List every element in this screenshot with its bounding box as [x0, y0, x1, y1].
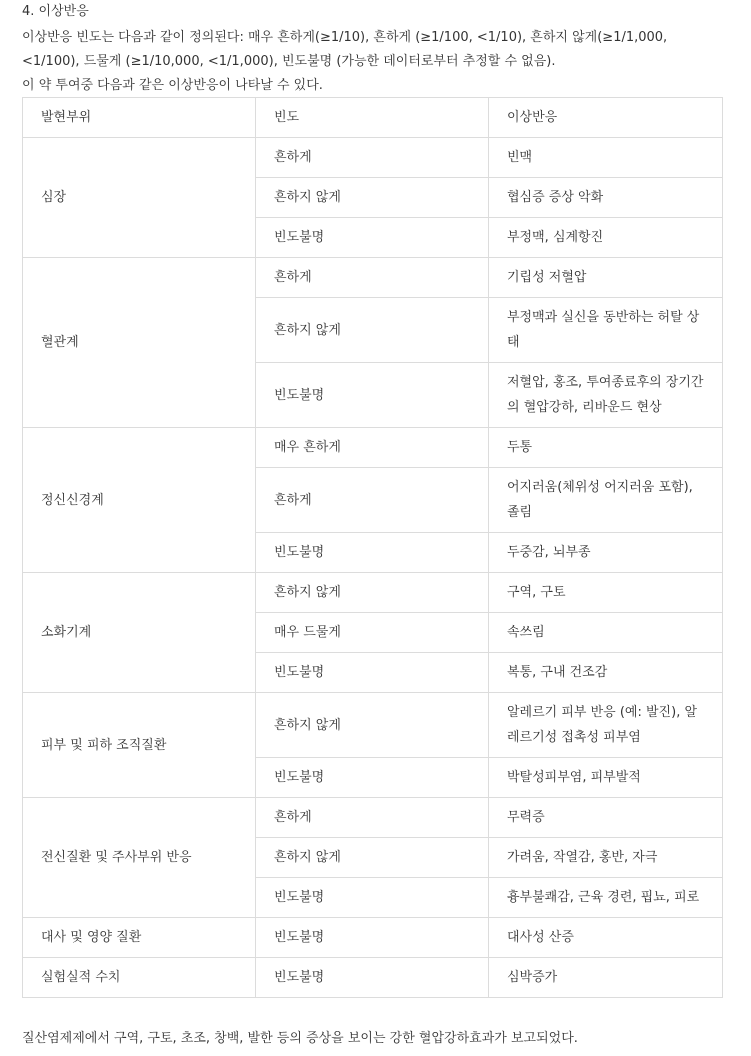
frequency-cell: 흔하지 않게 — [256, 838, 489, 878]
frequency-cell: 흔하게 — [256, 468, 489, 533]
site-cell: 피부 및 피하 조직질환 — [23, 693, 256, 798]
reaction-cell: 무력증 — [489, 798, 723, 838]
reaction-cell: 어지러움(체위성 어지러움 포함), 졸림 — [489, 468, 723, 533]
reaction-cell: 박탈성피부염, 피부발적 — [489, 758, 723, 798]
site-cell: 정신신경계 — [23, 428, 256, 573]
frequency-cell: 빈도불명 — [256, 653, 489, 693]
frequency-cell: 빈도불명 — [256, 958, 489, 998]
reaction-cell: 빈맥 — [489, 138, 723, 178]
table-row — [23, 798, 723, 838]
site-cell: 전신질환 및 주사부위 반응 — [23, 798, 256, 918]
site-cell: 소화기계 — [23, 573, 256, 693]
table-row — [23, 918, 723, 958]
header-site: 발현부위 — [23, 98, 256, 138]
reaction-cell: 속쓰림 — [489, 613, 723, 653]
reaction-cell: 두통 — [489, 428, 723, 468]
frequency-cell: 흔하지 않게 — [256, 298, 489, 363]
table-row — [23, 138, 723, 178]
frequency-cell: 흔하지 않게 — [256, 573, 489, 613]
frequency-cell: 빈도불명 — [256, 363, 489, 428]
intro-line: 이상반응 빈도는 다음과 같이 정의된다: 매우 흔하게(≥1/10), 흔하게 (≥1/100, <1/10), 흔하지 않게(≥1/1,000, — [22, 30, 668, 45]
reaction-cell: 부정맥과 실신을 동반하는 허탈 상태 — [489, 298, 723, 363]
reaction-cell: 협심증 증상 악화 — [489, 178, 723, 218]
reaction-cell: 흉부불쾌감, 근육 경련, 핍뇨, 피로 — [489, 878, 723, 918]
table-row — [23, 958, 723, 998]
reaction-cell: 구역, 구토 — [489, 573, 723, 613]
table-row — [23, 573, 723, 613]
table-header-row — [23, 98, 723, 138]
site-cell: 심장 — [23, 138, 256, 258]
reaction-cell: 알레르기 피부 반응 (예: 발진), 알레르기성 접촉성 피부염 — [489, 693, 723, 758]
reaction-cell: 심박증가 — [489, 958, 723, 998]
table-row — [23, 428, 723, 468]
site-cell: 대사 및 영양 질환 — [23, 918, 256, 958]
section-title: 4. 이상반응 — [22, 4, 89, 19]
reaction-cell: 대사성 산증 — [489, 918, 723, 958]
reaction-cell: 기립성 저혈압 — [489, 258, 723, 298]
adverse-reaction-table — [22, 97, 723, 998]
frequency-cell: 흔하지 않게 — [256, 178, 489, 218]
reaction-cell: 저혈압, 홍조, 투여종료후의 장기간의 혈압강하, 리바운드 현상 — [489, 363, 723, 428]
site-cell: 혈관계 — [23, 258, 256, 428]
frequency-cell: 빈도불명 — [256, 918, 489, 958]
frequency-cell: 빈도불명 — [256, 878, 489, 918]
frequency-cell: 흔하게 — [256, 258, 489, 298]
frequency-cell: 흔하게 — [256, 798, 489, 838]
frequency-cell: 빈도불명 — [256, 758, 489, 798]
intro-text — [22, 26, 732, 98]
frequency-cell: 흔하게 — [256, 138, 489, 178]
frequency-cell: 빈도불명 — [256, 533, 489, 573]
table-row — [23, 258, 723, 298]
reaction-cell: 복통, 구내 건조감 — [489, 653, 723, 693]
intro-line: <1/100), 드물게 (≥1/10,000, <1/1,000), 빈도불명 (가능한 데이터로부터 추정할 수 없음). — [22, 54, 556, 69]
reaction-cell: 가려움, 작열감, 홍반, 자극 — [489, 838, 723, 878]
table-row — [23, 693, 723, 758]
frequency-cell: 매우 흔하게 — [256, 428, 489, 468]
frequency-cell: 빈도불명 — [256, 218, 489, 258]
frequency-cell: 매우 드물게 — [256, 613, 489, 653]
site-cell: 실험실적 수치 — [23, 958, 256, 998]
header-reaction: 이상반응 — [489, 98, 723, 138]
frequency-cell: 흔하지 않게 — [256, 693, 489, 758]
footnote: 질산염제제에서 구역, 구토, 초조, 창백, 발한 등의 증상을 보이는 강한 혈압강하효과가 보고되었다. — [22, 1031, 578, 1046]
header-frequency: 빈도 — [256, 98, 489, 138]
intro-line: 이 약 투여중 다음과 같은 이상반응이 나타날 수 있다. — [22, 78, 323, 93]
reaction-cell: 부정맥, 심계항진 — [489, 218, 723, 258]
reaction-cell: 두중감, 뇌부종 — [489, 533, 723, 573]
